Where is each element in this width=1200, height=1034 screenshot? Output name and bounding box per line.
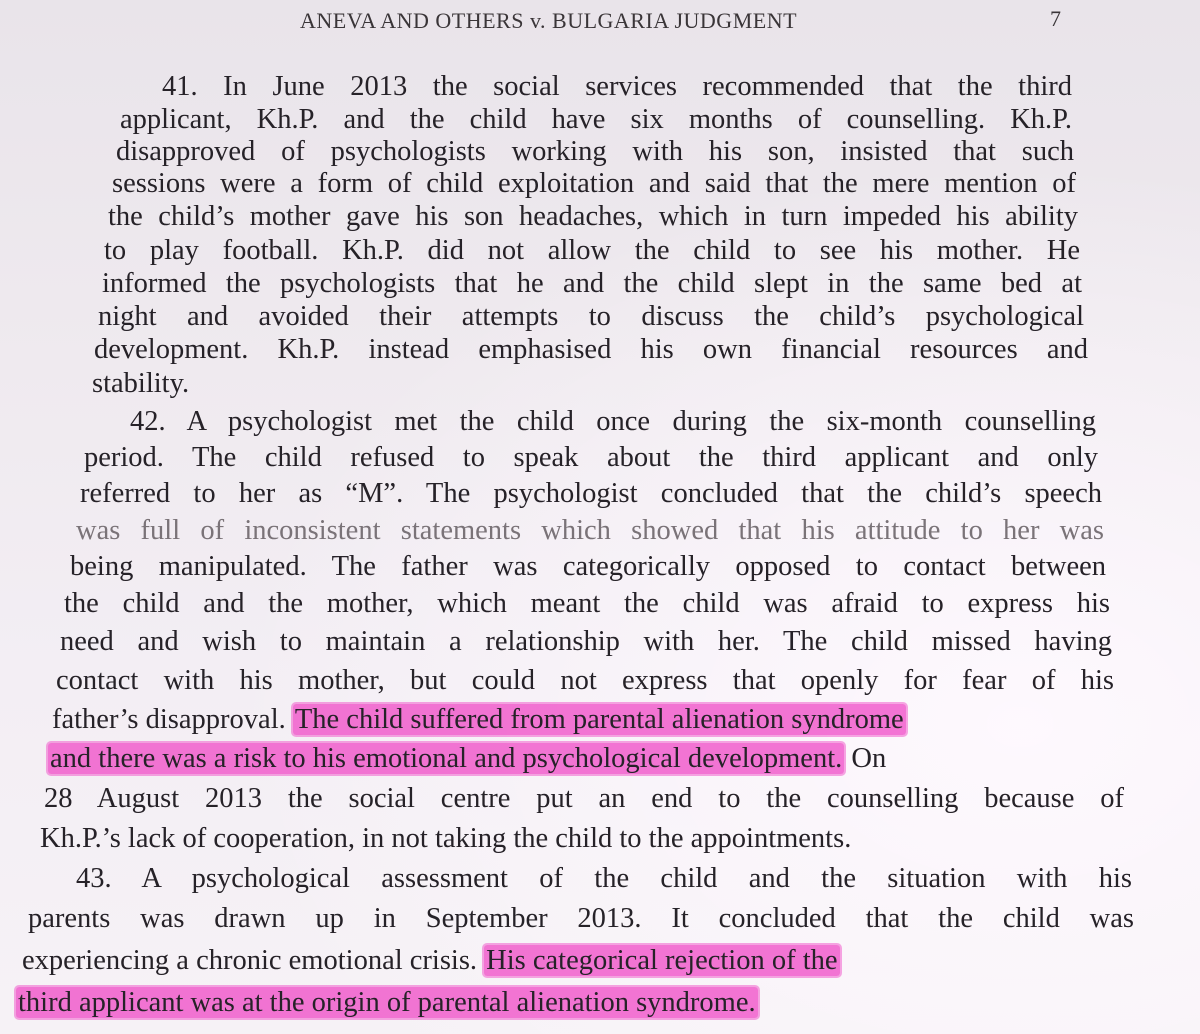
plain-text: father’s disapproval. xyxy=(52,704,286,735)
text-line: 43. A psychological assessment of the child and the situation with his xyxy=(76,863,1132,894)
text-line xyxy=(16,986,758,1020)
text-line: disapproved of psychologists working with his son, insisted that such xyxy=(116,136,1074,167)
highlighted-text: His categorical rejection of the xyxy=(486,945,838,976)
text-line: was full of inconsistent statements which showed that his attitude to her was xyxy=(76,515,1104,546)
highlighted-text: and there was a risk to his emotional and psychological development. xyxy=(50,743,843,774)
text-line: Kh.P.’s lack of cooperation, in not taking the child to the appointments. xyxy=(40,823,852,854)
highlighted-text: third applicant was at the origin of parental alienation syndrome. xyxy=(18,987,756,1018)
text-line: contact with his mother, but could not express that openly for fear of his xyxy=(56,665,1114,696)
text-line: period. The child refused to speak about the third applicant and only xyxy=(84,442,1098,473)
running-title: ANEVA AND OTHERS v. BULGARIA JUDGMENT xyxy=(300,8,798,33)
text-line: parents was drawn up in September 2013. It concluded that the child was xyxy=(28,903,1134,934)
text-line xyxy=(52,703,906,737)
text-line: informed the psychologists that he and the child slept in the same bed at xyxy=(102,268,1082,299)
text-line: 42. A psychologist met the child once during the six-month counselling xyxy=(130,406,1096,437)
text-line: to play football. Kh.P. did not allow the child to see his mother. He xyxy=(104,235,1080,266)
text-line: sessions were a form of child exploitation and said that the mere mention of xyxy=(112,168,1076,199)
text-line: need and wish to maintain a relationship with her. The child missed having xyxy=(60,626,1112,657)
plain-text: experiencing a chronic emotional crisis. xyxy=(22,945,478,976)
text-line: development. Kh.P. instead emphasised his own financial resources and xyxy=(94,334,1088,365)
text-line: referred to her as “M”. The psychologist concluded that the child’s speech xyxy=(80,478,1102,509)
text-line: the child’s mother gave his son headaches, which in turn impeded his ability xyxy=(108,201,1078,232)
text-line: applicant, Kh.P. and the child have six months of counselling. Kh.P. xyxy=(120,104,1072,135)
page-number: 7 xyxy=(1050,6,1061,31)
text-line: 41. In June 2013 the social services recommended that the third xyxy=(162,71,1072,102)
text-line: night and avoided their attempts to discuss the child’s psychological xyxy=(98,301,1084,332)
text-line: the child and the mother, which meant the child was afraid to express his xyxy=(64,588,1110,619)
text-line: stability. xyxy=(92,368,190,399)
plain-text: On xyxy=(851,743,887,774)
text-line: being manipulated. The father was categorically opposed to contact between xyxy=(70,551,1106,582)
highlighted-text: The child suffered from parental alienation syndrome xyxy=(294,704,904,735)
text-line xyxy=(48,742,886,776)
text-line xyxy=(22,944,840,978)
text-line: 28 August 2013 the social centre put an end to the counselling because of xyxy=(44,783,1124,814)
